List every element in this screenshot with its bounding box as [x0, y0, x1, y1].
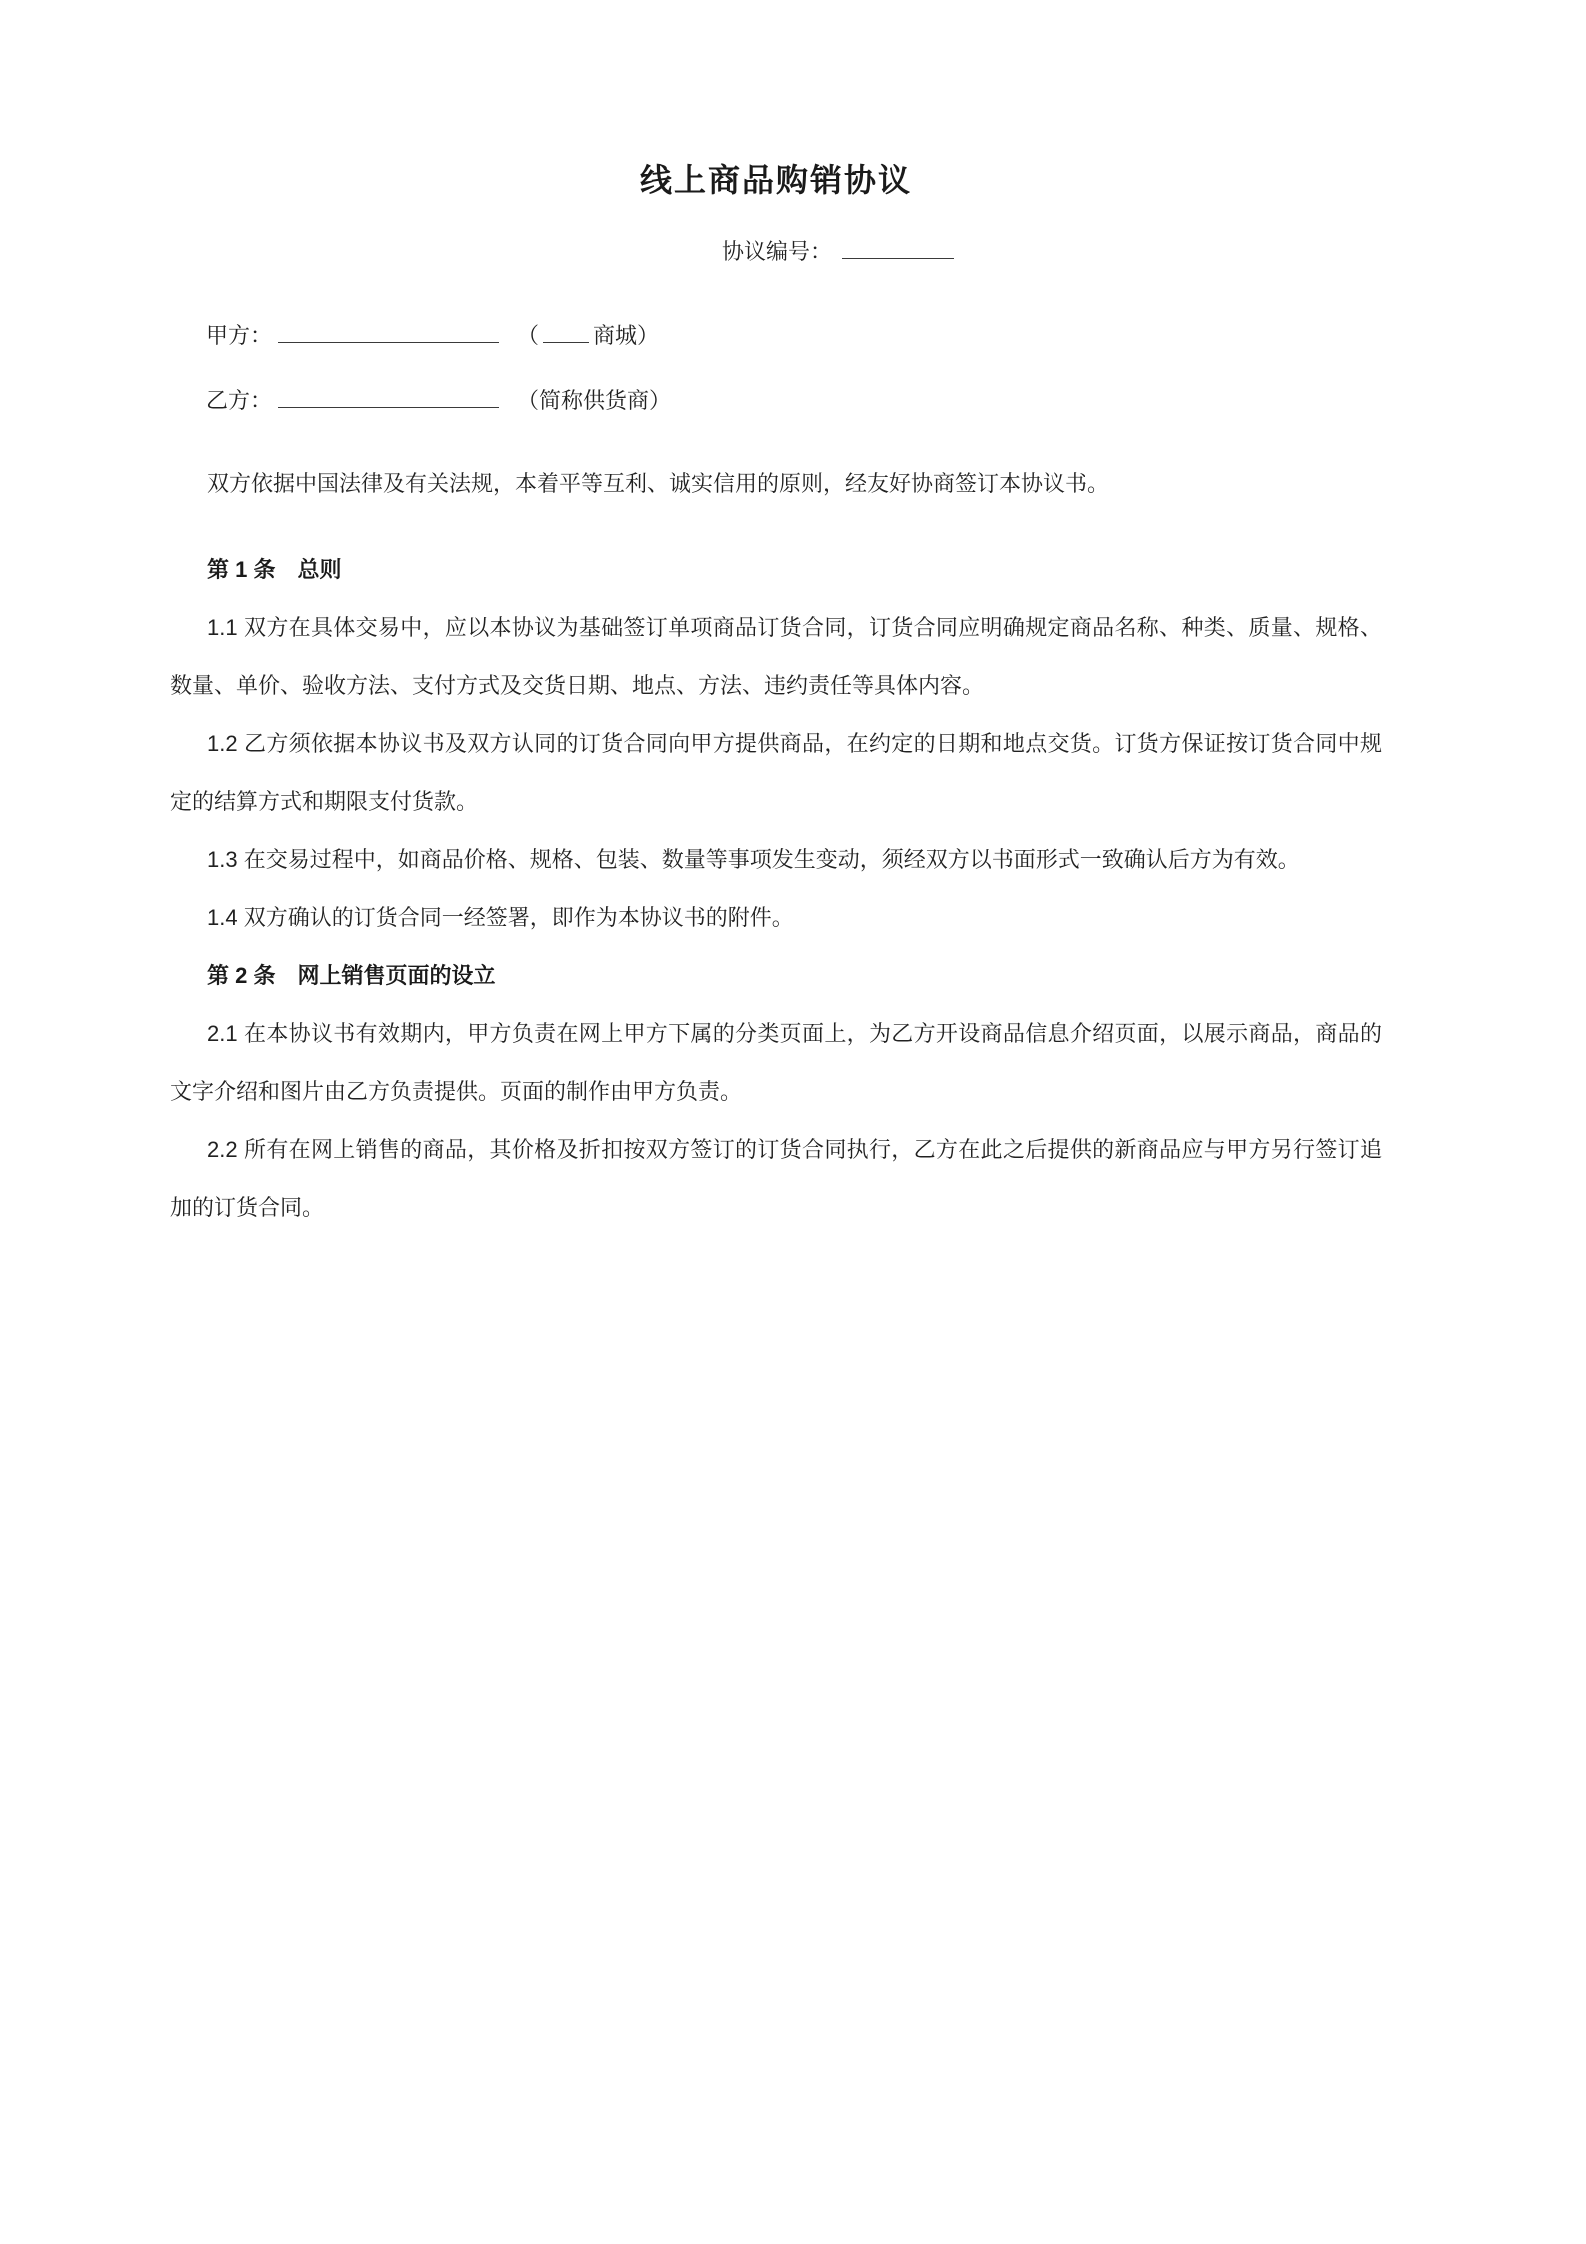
- section-1-heading: 第 1 条 总则: [207, 557, 342, 582]
- clause-1-2: 1.2 乙方须依据本协议书及双方认同的订货合同向甲方提供商品，在约定的日期和地点交货。订货方保证按订货合同中规定的结算方式和期限支付货款。: [170, 731, 1382, 814]
- party-a-paren-close: 商城）: [593, 323, 660, 348]
- party-a-blank: [278, 321, 499, 343]
- agreement-number-label: 协议编号：: [722, 239, 833, 264]
- party-b-label: 乙方：: [206, 388, 273, 413]
- party-a-paren-open: （: [517, 323, 540, 348]
- agreement-number-blank: [842, 237, 954, 259]
- party-a-label: 甲方：: [206, 323, 273, 348]
- document-body: [170, 455, 1382, 1237]
- document-title: 线上商品购销协议: [639, 162, 912, 198]
- party-b-blank: [278, 386, 499, 408]
- clause-1-1: 1.1 双方在具体交易中，应以本协议为基础签订单项商品订货合同，订货合同应明确规定商品名称、种类、质量、规格、数量、单价、验收方法、支付方式及交货日期、地点、方法、违约责任等具体内容。: [170, 615, 1382, 698]
- section-2-heading: 第 2 条 网上销售页面的设立: [207, 963, 496, 988]
- party-b-note: （简称供货商）: [517, 388, 672, 413]
- party-a-line: [170, 320, 1382, 352]
- agreement-number-line: [722, 236, 1382, 268]
- clause-1-4: 1.4 双方确认的订货合同一经签署，即作为本协议书的附件。: [207, 905, 794, 930]
- party-b-line: [170, 385, 1382, 417]
- intro-paragraph: 双方依据中国法律及有关法规，本着平等互利、诚实信用的原则，经友好协商签订本协议书。: [207, 471, 1110, 496]
- clause-1-3: 1.3 在交易过程中，如商品价格、规格、包装、数量等事项发生变动，须经双方以书面形式一致确认后方为有效。: [207, 847, 1300, 872]
- clause-2-1: 2.1 在本协议书有效期内，甲方负责在网上甲方下属的分类页面上，为乙方开设商品信息介绍页面，以展示商品，商品的文字介绍和图片由乙方负责提供。页面的制作由甲方负责。: [170, 1021, 1382, 1104]
- clause-2-2: 2.2 所有在网上销售的商品，其价格及折扣按双方签订的订货合同执行，乙方在此之后提供的新商品应与甲方另行签订追加的订货合同。: [170, 1137, 1382, 1220]
- party-a-mall-blank: [543, 321, 589, 343]
